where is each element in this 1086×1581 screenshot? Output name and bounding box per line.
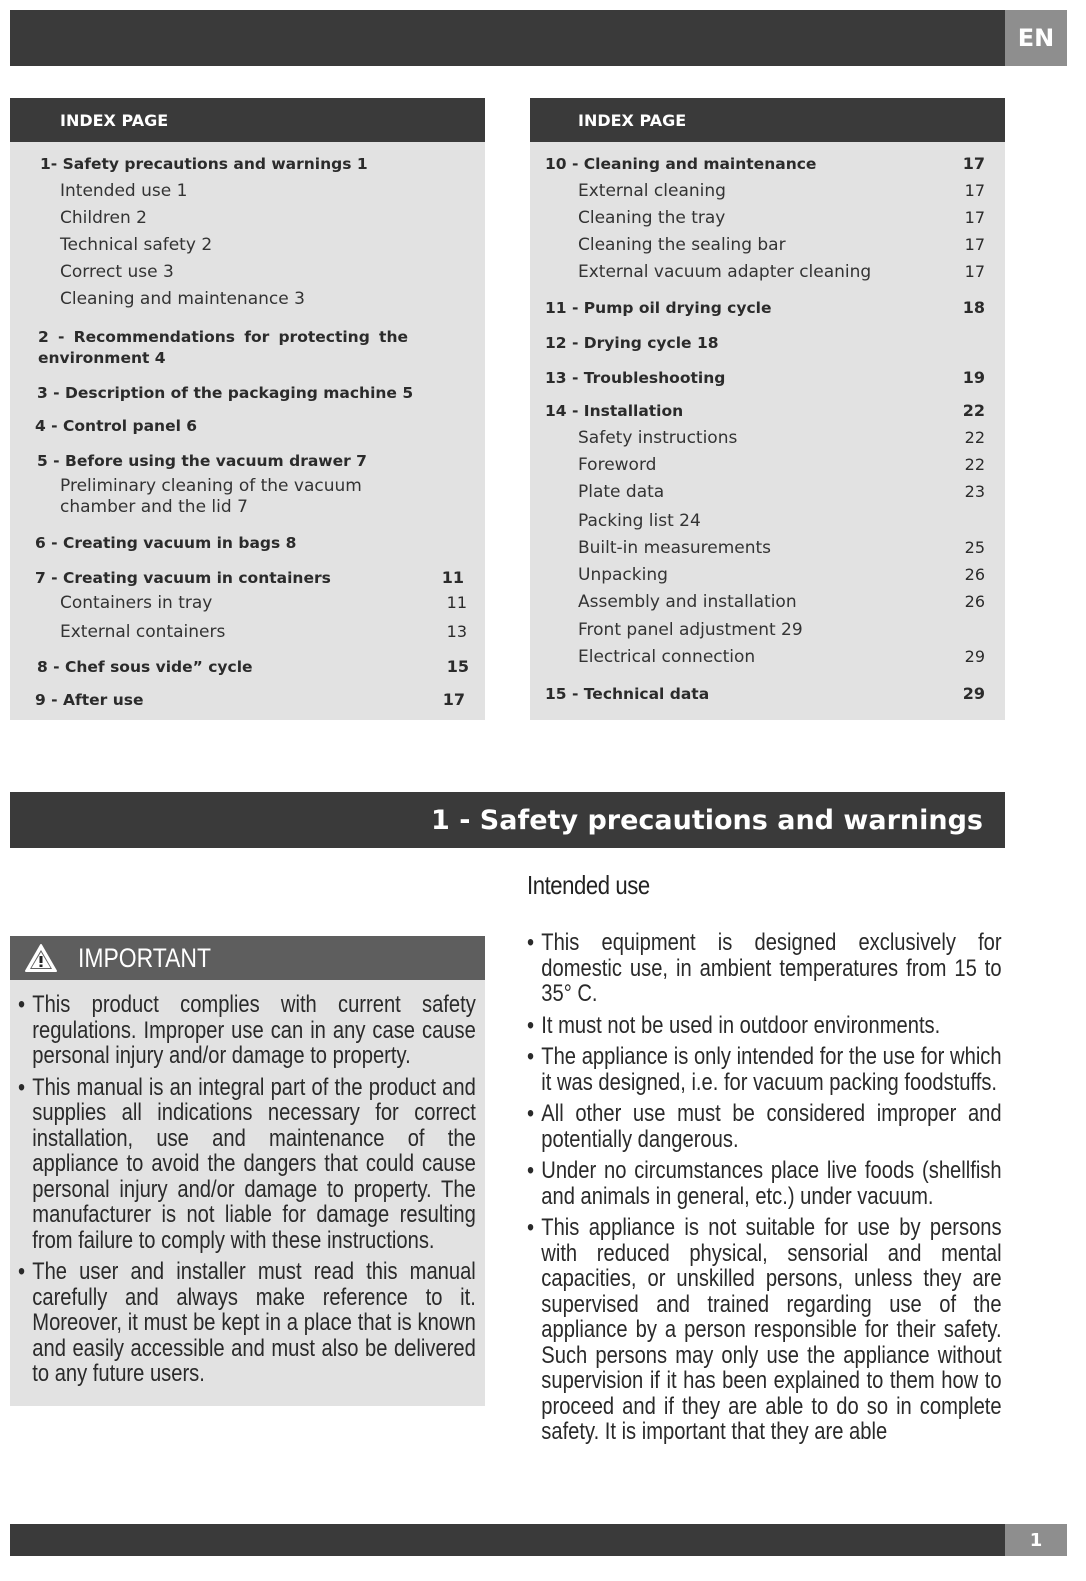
index-page-number: 17 xyxy=(964,262,985,281)
index-entry: 5 - Before using the vacuum drawer 7 xyxy=(37,452,367,470)
index-page-number: 15 xyxy=(446,657,469,676)
footer-bar xyxy=(10,1524,1005,1556)
index-entry: Cleaning the tray xyxy=(578,208,726,228)
important-header xyxy=(10,936,485,980)
index-entry: External cleaning xyxy=(578,181,726,201)
index-box-left xyxy=(10,98,485,720)
index-page-number: 25 xyxy=(964,538,985,557)
index-entry: 1- Safety precautions and warnings 1 xyxy=(40,155,368,173)
index-entry: 11 - Pump oil drying cycle xyxy=(545,299,772,317)
index-page-number: 19 xyxy=(962,368,985,387)
intended-use-heading: Intended use xyxy=(527,870,650,900)
list-item: • This appliance is not suitable for use by persons with reduced physical, sensorial and mental capacities, or unskilled persons, unless they are supervised and trained regarding use of the appliance by a person responsible for their safety. Such persons may only use the appliance without supervision if it has been explained to them how to proceed and if they are able to do so in complete safety. It is important that they are able xyxy=(527,1215,1002,1445)
index-page-number: 22 xyxy=(962,401,985,420)
section-title: 1 - Safety precautions and warnings xyxy=(431,804,983,836)
section-title-bar xyxy=(10,792,1005,848)
index-page-number: 17 xyxy=(962,154,985,173)
index-title-left: INDEX PAGE xyxy=(10,98,485,142)
index-entry: 12 - Drying cycle 18 xyxy=(545,334,719,352)
index-entry: Intended use 1 xyxy=(60,181,188,201)
index-entry: Cleaning and maintenance 3 xyxy=(60,289,305,309)
header-bar xyxy=(10,10,1005,66)
index-entry: Assembly and installation xyxy=(578,592,797,612)
index-entry: Correct use 3 xyxy=(60,262,174,282)
index-entry: Built-in measurements xyxy=(578,538,772,558)
index-entry: 6 - Creating vacuum in bags 8 xyxy=(35,534,297,552)
index-box-right xyxy=(530,98,1005,720)
index-entry: 4 - Control panel 6 xyxy=(35,417,198,435)
index-entry: External vacuum adapter cleaning xyxy=(578,262,872,282)
index-entry: 13 - Troubleshooting xyxy=(545,369,726,387)
list-item: • All other use must be considered improper and potentially dangerous. xyxy=(527,1101,1002,1152)
index-entry: Foreword xyxy=(578,455,657,475)
index-entry: Containers in tray xyxy=(60,593,213,613)
list-item: • The appliance is only intended for the use for which it was designed, i.e. for vacuum packing foodstuffs. xyxy=(527,1044,1002,1095)
intended-use-bullets xyxy=(527,930,1002,1451)
index-page-number: 17 xyxy=(964,235,985,254)
index-entry: Front panel adjustment 29 xyxy=(578,620,803,640)
index-page-number: 17 xyxy=(964,181,985,200)
index-entry: Safety instructions xyxy=(578,428,738,448)
language-tab: EN xyxy=(1005,10,1067,66)
index-entry: Technical safety 2 xyxy=(60,235,213,255)
page-number: 1 xyxy=(1005,1524,1067,1556)
index-entry: Unpacking xyxy=(578,565,668,585)
index-entry: Children 2 xyxy=(60,208,147,228)
list-item: • It must not be used in outdoor environments. xyxy=(527,1013,1002,1039)
index-entry: 10 - Cleaning and maintenance xyxy=(545,155,817,173)
list-item: • This manual is an integral part of the product and supplies all indications necessary for correct installation, use and maintenance of the appliance to avoid the dangers that could cause personal injury and/or damage to property. The manufacturer is not liable for damage resulting from failure to comply with these instructions. xyxy=(18,1075,476,1254)
index-page-number: 13 xyxy=(446,622,467,641)
warning-icon xyxy=(24,943,58,973)
index-entry: Preliminary cleaning of the vacuum chamber and the lid 7 xyxy=(60,476,362,517)
index-entry: 3 - Description of the packaging machine 5 xyxy=(37,384,414,402)
index-page-number: 26 xyxy=(964,565,985,584)
index-entry: 9 - After use xyxy=(35,691,144,709)
index-entry: 8 - Chef sous vide” cycle xyxy=(37,658,253,676)
index-page-number: 29 xyxy=(964,647,985,666)
index-entry: Cleaning the sealing bar xyxy=(578,235,786,255)
index-page-number: 29 xyxy=(962,684,985,703)
index-page-number: 11 xyxy=(446,593,467,612)
index-page-number: 22 xyxy=(964,455,985,474)
index-entry: External containers xyxy=(60,622,226,642)
index-entry: Plate data xyxy=(578,482,665,502)
index-entry: 2 - Recommendations for protecting the environment 4 xyxy=(38,328,408,367)
index-page-number: 26 xyxy=(964,592,985,611)
list-item: • This equipment is designed exclusively for domestic use, in ambient temperatures from 15 to 35° C. xyxy=(527,930,1002,1007)
index-page-number: 17 xyxy=(442,690,465,709)
important-title: IMPORTANT xyxy=(78,942,212,973)
index-entry: Electrical connection xyxy=(578,647,756,667)
index-page-number: 17 xyxy=(964,208,985,227)
index-entry: 15 - Technical data xyxy=(545,685,710,703)
index-page-number: 22 xyxy=(964,428,985,447)
important-bullets xyxy=(18,992,476,1393)
list-item: • The user and installer must read this manual carefully and always make reference to it. Moreover, it must be kept in a place that is known and easily accessible and must also be delivered to any future users. xyxy=(18,1259,476,1387)
index-page-number: 23 xyxy=(964,482,985,501)
list-item: • Under no circumstances place live foods (shellfish and animals in general, etc.) under vacuum. xyxy=(527,1158,1002,1209)
index-entry: Packing list 24 xyxy=(578,511,701,531)
list-item: • This product complies with current safety regulations. Improper use can in any case cause personal injury and/or damage to property. xyxy=(18,992,476,1069)
index-entry: 14 - Installation xyxy=(545,402,684,420)
index-entry: 7 - Creating vacuum in containers xyxy=(35,569,331,587)
index-page-number: 18 xyxy=(962,298,985,317)
index-page-number: 11 xyxy=(441,568,464,587)
index-title-right: INDEX PAGE xyxy=(530,98,1005,142)
